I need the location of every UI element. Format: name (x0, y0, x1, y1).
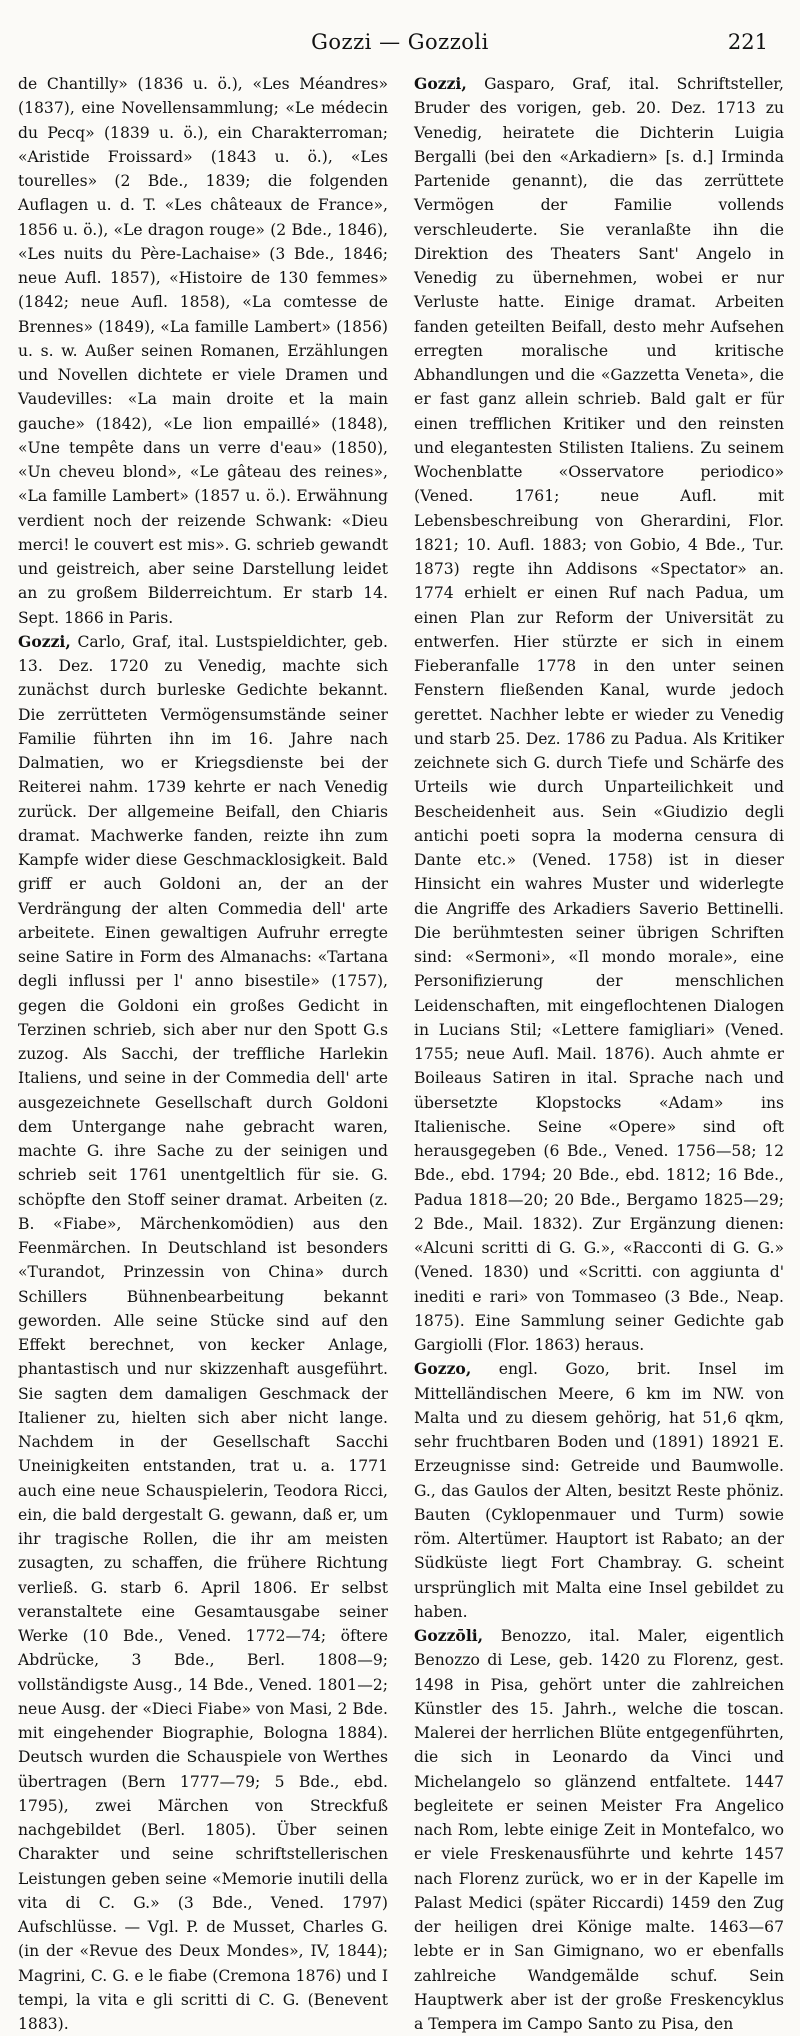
entry-text: Carlo, Graf, ital. Lustspieldichter, geb. 13. Dez. 1720 zu Venedig, machte sich zunächst durch burleske Gedichte bekannt. Die zerrütteten Vermögensumstände seiner Familie führten ihn im 16. Jahre nach Dalmatien, wo er Kriegsdienste bei der Reiterei nahm. 1739 kehrte er nach Venedig zurück. Der allgemeine Beifall, den Chiaris dramat. Machwerke fanden, reizte ihn zum Kampfe wider diese Geschmacklosigkeit. Bald griff er auch Goldoni an, der an der Verdrängung der alten Commedia dell' arte arbeitete. Einen gewaltigen Aufruhr erregte seine Satire in Form des Almanachs: «Tartana degli influssi per l' anno bisestile» (1757), gegen die Goldoni ein großes Gedicht in Terzinen schrieb, sich aber nur den Spott G.s zuzog. Als Sacchi, der treffliche Harlekin Italiens, und seine in der Commedia dell' arte ausgezeichnete Gesellschaft durch Goldoni dem Untergange nahe gebracht waren, machte G. ihre Sache zu der seinigen und schrieb seit 1761 unentgeltlich für sie. G. schöpfte den Stoff seiner dramat. Arbeiten (z. B. «Fiabe», Märchenkomödien) aus den Feenmärchen. In Deutschland ist besonders «Turandot, Prinzessin von China» durch Schillers Bühnenbearbeitung bekannt geworden. Alle seine Stücke sind auf den Effekt berechnet, von kecker Anlage, phantastisch und nur skizzenhaft ausgeführt. Sie sagten dem damaligen Geschmack der Italiener zu, hielten sich aber nicht lange. Nachdem in der Gesellschaft Sacchi Uneinigkeiten entstanden, trat u. a. 1771 auch eine neue Schauspielerin, Teodora Ricci, ein, die bald dergestalt G. gewann, daß er, um ihr tragische Rollen, die ihr am meisten zusagten, zu schaffen, die frühere Richtung verließ. G. starb 6. April 1806. Er selbst veranstaltete eine Gesamtausgabe seiner Werke (10 Bde., Vened. 1772—74; öftere Abdrücke, 3 Bde., Berl. 1808—9; vollständigste Ausg., 14 Bde., Vened. 1801—2; neue Ausg. der «Dieci Fiabe» von Masi, 2 Bde. mit eingehender Biographie, Bologna 1884). Deutsch wurden die Schauspiele von Werthes übertragen (Bern 1777—79; 5 Bde., ebd. 1795), zwei Märchen von Streckfuß nachgebildet (Berl. 1805). Über seinen Charakter und seine schriftstellerischen Leistungen geben seine «Memorie inutili della vita di C. G.» (3 Bde., Vened. 1797) Aufschlüsse. — Vgl. P. de Musset, Charles G. (in der «Revue des Deux Mondes», IV, 1844); Magrini, C. G. e le fiabe (Cremona 1876) und I tempi, la vita e gli scritti di C. G. (Benevent 1883). (18, 632, 388, 2033)
headword: Gozzi, (414, 74, 467, 93)
entry-text: Benozzo, ital. Maler, eigentlich Benozzo di Lese, geb. 1420 zu Florenz, gest. 1498 in Pisa, gehört unter die zahlreichen Künstler des 15. Jahrh., welche die toscan. Malerei der herrlichen Blüte entgegenführten, die sich in Leonardo da Vinci und Michelangelo so glänzend entfaltete. 1447 begleitete er seinen Meister Fra Angelico nach Rom, lebte einige Zeit in Montefalco, wo er viele Freskenausführte und kehrte 1457 nach Florenz zurück, wo er in der Kapelle im Palast Medici (später Riccardi) 1459 den Zug der heiligen drei Könige malte. 1463—67 lebte er in San Gimignano, wo er ebenfalls zahlreiche Wandgemälde schuf. Sein Hauptwerk aber ist der große Freskencyklus a Tempera im Campo Santo zu Pisa, den (414, 1627, 784, 2033)
entry-continuation (18, 72, 388, 630)
headword: Gozzo, (414, 1359, 472, 1379)
headword: Gozzōli, (414, 1626, 484, 1645)
entry-text: de Chantilly» (1836 u. ö.), «Les Méandres» (1837), eine Novellensammlung; «Le médecin du Pecq» (1839 u. ö.), ein Charakterroman; «Aristide Froissard» (1843 u. ö.), «Les tourelles» (2 Bde., 1839; die folgenden Auflagen u. d. T. «Les châteaux de France», 1856 u. ö.), «Le dragon rouge» (2 Bde., 1846), «Les nuits du Père-Lachaise» (3 Bde., 1846; neue Aufl. 1857), «Histoire de 130 femmes» (1842; neue Aufl. 1858), «La comtesse de Brennes» (1849), «La famille Lambert» (1856) u. s. w. Außer seinen Romanen, Erzählungen und Novellen dichtete er viele Dramen und Vaudevilles: «La main droite et la main gauche» (1842), «Le lion empaillé» (1848), «Une tempête dans un verre d'eau» (1850), «Un cheveu blond», «Le gâteau des reines», «La famille Lambert» (1857 u. ö.). Erwähnung verdient noch der reizende Schwank: «Dieu merci! le couvert est mis». G. schrieb gewandt und geistreich, aber seine Darstellung leidet an zu großem Bilderreichtum. Er starb 14. Sept. 1866 in Paris. (18, 75, 388, 627)
left-column (18, 72, 388, 2036)
page-header (0, 30, 800, 64)
entry-gozzi-carlo (18, 630, 388, 2036)
entry-gozzoli (414, 1624, 784, 2036)
headword: Gozzi, (18, 631, 71, 651)
entry-gozzi-gasparo (414, 72, 784, 1357)
running-head: Gozzi — Gozzoli (311, 30, 489, 54)
entry-text: engl. Gozo, brit. Insel im Mittelländischen Meere, 6 km im NW. von Malta und zu diesem gehörig, hat 51,6 qkm, sehr fruchtbaren Boden und (1891) 18921 E. Erzeugnisse sind: Getreide und Baumwolle. G., das Gaulos der Alten, besitzt Reste phöniz. Bauten (Cyklopenmauer und Turm) sowie röm. Altertümer. Hauptort ist Rabato; an der Südküste liegt Fort Chambray. G. scheint ursprünglich mit Malta eine Insel gebildet zu haben. (414, 1360, 784, 1621)
right-column (414, 72, 784, 2036)
entry-gozzo (414, 1357, 784, 1624)
page-number: 221 (727, 30, 768, 54)
entry-text: Gasparo, Graf, ital. Schriftsteller, Bruder des vorigen, geb. 20. Dez. 1713 zu Venedig, heiratete die Dichterin Luigia Bergalli (bei den «Arkadiern» [s. d.] Irminda Partenide genannt), die das zerrüttete Vermögen der Familie vollends verschleuderte. Sie veranlaßte ihn die Direktion des Theaters Sant' Angelo in Venedig zu übernehmen, wobei er nur Verluste hatte. Einige dramat. Arbeiten fanden geteilten Beifall, desto mehr Aufsehen erregten moralische und kritische Abhandlungen und die «Gazzetta Veneta», die er fast ganz allein schrieb. Bald galt er für einen trefflichen Kritiker und den reinsten und elegantesten Stilisten Italiens. Zu seinem Wochenblatte «Osservatore periodico» (Vened. 1761; neue Aufl. mit Lebensbeschreibung von Gherardini, Flor. 1821; 10. Aufl. 1883; von Gobio, 4 Bde., Tur. 1873) regte ihn Addisons «Spectator» an. 1774 erhielt er einen Ruf nach Padua, um einen Plan zur Reform der Universität zu entwerfen. Hier stürzte er sich in einem Fieberanfalle 1778 in den unter seinen Fenstern fließenden Kanal, wurde jedoch gerettet. Nachher lebte er wieder zu Venedig und starb 25. Dez. 1786 zu Padua. Als Kritiker zeichnete sich G. durch Tiefe und Schärfe des Urteils wie durch Unparteilichkeit und Bescheidenheit aus. Sein «Giudizio degli antichi poeti sopra la moderna censura di Dante etc.» (Vened. 1758) ist in dieser Hinsicht ein wahres Muster und widerlegte die Angriffe des Arkadiers Saverio Bettinelli. Die berühmtesten seiner übrigen Schriften sind: «Sermoni», «Il mondo morale», eine Personifizierung der menschlichen Leidenschaften, mit eingeflochtenen Dialogen in Lucians Stil; «Lettere famigliari» (Vened. 1755; neue Aufl. Mail. 1876). Auch ahmte er Boileaus Satiren in ital. Sprache nach und übersetzte Klopstocks «Adam» ins Italienische. Seine «Opere» sind oft herausgegeben (6 Bde., Vened. 1756—58; 12 Bde., ebd. 1794; 20 Bde., ebd. 1812; 16 Bde., Padua 1818—20; 20 Bde., Bergamo 1825—29; 2 Bde., Mail. 1832). Zur Ergänzung dienen: «Alcuni scritti di G. G.», «Racconti di G. G.» (Vened. 1830) und «Scritti. con aggiunta d' inediti e rari» von Tommaseo (3 Bde., Neap. 1875). Eine Sammlung seiner Gedichte gab Gargiolli (Flor. 1863) heraus. (414, 75, 784, 1354)
